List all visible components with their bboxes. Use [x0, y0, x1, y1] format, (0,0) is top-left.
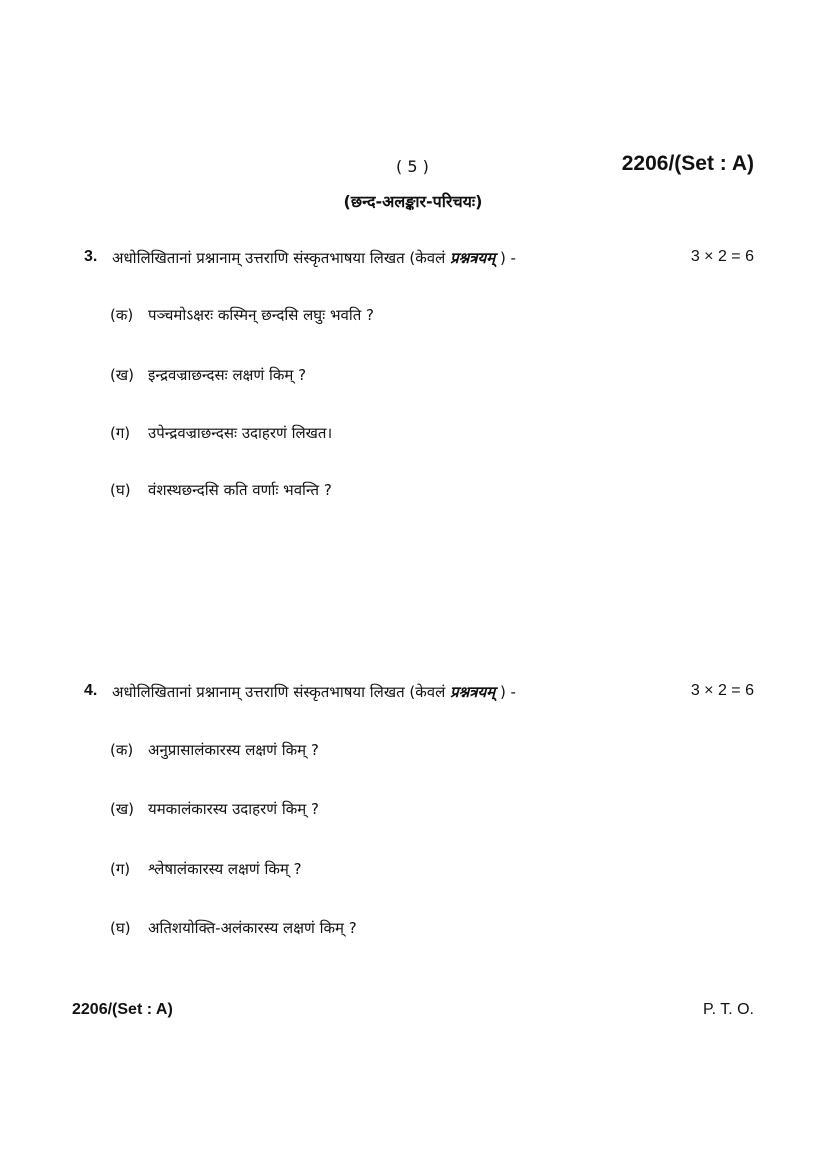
sub-question-text: यमकालंकारस्य उदाहरणं किम् ? — [148, 800, 319, 818]
sub-question-label: (ग) — [110, 860, 131, 878]
sub-question-text: अतिशयोक्ति-अलंकारस्य लक्षणं किम् ? — [148, 919, 357, 937]
sub-question-label: (क) — [110, 306, 134, 324]
sub-question-label: (क) — [110, 741, 134, 759]
question-marks: 3 × 2 = 6 — [690, 682, 754, 699]
pto-note: P. T. O. — [703, 1001, 754, 1018]
question-number: 3. — [84, 248, 98, 265]
question-marks: 3 × 2 = 6 — [690, 248, 754, 265]
sub-question-text: श्लेषालंकारस्य लक्षणं किम् ? — [148, 860, 302, 878]
sub-question — [110, 305, 374, 325]
section-title: (छन्द-अलङ्कार-परिचयः) — [343, 192, 483, 211]
sub-question — [110, 799, 319, 819]
sub-question — [110, 365, 306, 385]
question-3 — [84, 248, 754, 272]
sub-question-text: अनुप्रासालंकारस्य लक्षणं किम् ? — [148, 741, 319, 759]
question-text: अधोलिखितानां प्रश्नानाम् उत्तराणि संस्कृतभाषया लिखत (केवलं प्रश्नत्रयम् ) - — [112, 683, 516, 701]
question-emphasis: प्रश्नत्रयम् — [450, 249, 496, 267]
sub-question — [110, 480, 332, 500]
question-4 — [84, 682, 754, 706]
sub-question — [110, 740, 319, 760]
question-number: 4. — [84, 682, 98, 699]
sub-question-label: (ख) — [110, 800, 134, 818]
sub-question-label: (घ) — [110, 919, 131, 937]
sub-question-text: उपेन्द्रवज्राछन्दसः उदाहरणं लिखत। — [148, 424, 333, 442]
set-code-header: 2206/(Set : A) — [621, 152, 754, 175]
sub-question-label: (घ) — [110, 481, 131, 499]
sub-question-text: इन्द्रवज्राछन्दसः लक्षणं किम् ? — [148, 366, 307, 384]
sub-question-text: वंशस्थछन्दसि कति वर्णाः भवन्ति ? — [148, 481, 332, 499]
sub-question-text: पञ्चमोऽक्षरः कस्मिन् छन्दसि लघुः भवति ? — [148, 306, 374, 324]
page-number: ( 5 ) — [396, 157, 429, 176]
sub-question — [110, 859, 302, 879]
sub-question-label: (ग) — [110, 424, 131, 442]
sub-question-label: (ख) — [110, 366, 134, 384]
sub-question — [110, 423, 332, 443]
question-emphasis: प्रश्नत्रयम् — [450, 683, 496, 701]
sub-question — [110, 918, 357, 938]
question-text: अधोलिखितानां प्रश्नानाम् उत्तराणि संस्कृतभाषया लिखत (केवलं प्रश्नत्रयम् ) - — [112, 249, 516, 267]
set-code-footer: 2206/(Set : A) — [72, 1001, 173, 1018]
